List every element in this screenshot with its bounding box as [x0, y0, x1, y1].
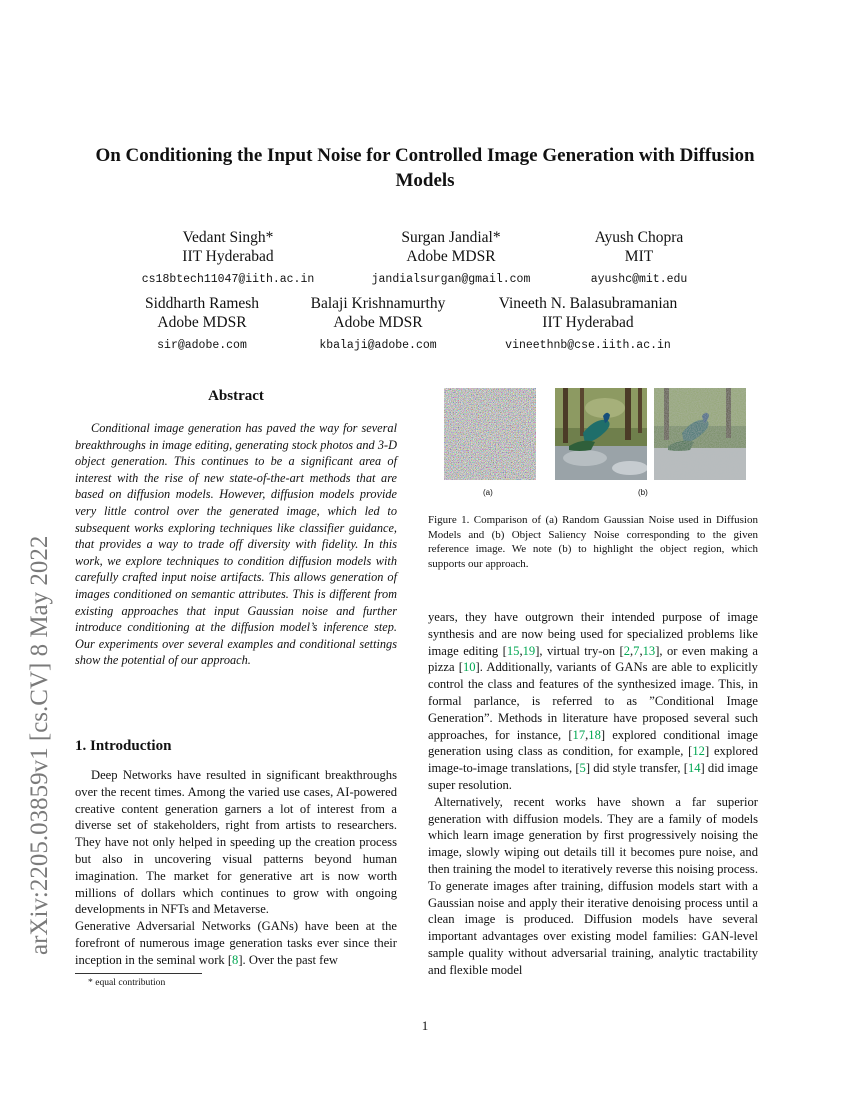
citation-link[interactable]: 12: [692, 744, 705, 759]
author-block: [574, 228, 704, 289]
author-block: [298, 294, 458, 355]
citation-link[interactable]: 18: [588, 727, 601, 742]
footnote: * equal contribution: [88, 977, 166, 988]
author-affiliation: IIT Hyderabad: [542, 314, 634, 331]
citation-link[interactable]: 8: [232, 952, 239, 967]
author-affiliation: Adobe MDSR: [333, 314, 423, 331]
author-email: kbalaji@adobe.com: [319, 339, 437, 352]
abstract-heading: Abstract: [208, 388, 264, 404]
citation-link[interactable]: 2: [623, 643, 631, 658]
citation-link[interactable]: 13: [642, 643, 656, 658]
abstract-text: Conditional image generation has paved the way for several breakthroughs in image editing, generating stock photos and 3-D object generation. This continues to be a significant area of interest with the rise of new state-of-the-art methods that are based on diffusion models. However, diffusion models provide very little control over the generated image, which led to subsequent works exploring techniques like classifier guidance, that provides a way to trade off diversity with fidelity. In this work, we explore techniques to condition diffusion models with carefully crafted input noise artifacts. This allows generation of images conditioned on semantic attributes. This is different from existing approaches that input Gaussian noise and further introduce conditioning at the diffusion model’s inference step. Our experiments over several examples and conditional settings show the potential of our approach.: [75, 421, 397, 668]
author-affiliation: Adobe MDSR: [157, 314, 247, 331]
object-saliency-noise-image: [654, 388, 746, 480]
citation-link[interactable]: 19: [522, 643, 536, 658]
citation-link[interactable]: 7: [633, 643, 640, 658]
abstract-body: [75, 420, 397, 669]
citation-link[interactable]: 14: [687, 761, 701, 776]
author-email: jandialsurgan@gmail.com: [371, 273, 531, 286]
author-affiliation: Adobe MDSR: [406, 248, 496, 265]
author-affiliation: MIT: [624, 248, 654, 265]
author-block: [340, 228, 562, 289]
author-block: [483, 294, 693, 355]
right-paragraph-1: years, they have outgrown their intended purpose of image synthesis and are now being used for specialized problems like image editing [15,19], virtual try-on [2,7,13], or even making a pizza [10]. Additionally, variants of GANs are able to explicitly control the class and features of the synthesized image. This, in formal parlance, is referred to as ”Conditional Image Generation”. Methods in literature have proposed several such approaches, for instance, [17,18] explored conditional image generation using class as condition, for example, [12] explored image-to-image translations, [5] did style transfer, [14] did image super resolution.: [428, 610, 758, 792]
author-email: sir@adobe.com: [157, 339, 247, 352]
right-column-body: [428, 609, 758, 979]
citation-link[interactable]: 17: [572, 727, 586, 742]
figure-label-a: (a): [483, 488, 493, 497]
figure-label-b: (b): [638, 488, 648, 497]
author-block: [127, 294, 277, 355]
author-name: Vedant Singh*: [182, 229, 274, 246]
citation-link[interactable]: 15: [506, 643, 520, 658]
intro-paragraph-1: Deep Networks have resulted in significant breakthroughs over the recent times. Among the varied use cases, AI-powered creative content generation garners a lot of interest from a diverse set of stakeholders, right from artists to researchers. They have not only helped in speeding up the creation process but also in uncovering visual patterns beyond human imagination. The market for generative art is now worth millions of dollars which continues to grow with ongoing developments in NFTs and Metaverse.: [75, 768, 397, 917]
intro-heading: 1. Introduction: [75, 738, 172, 754]
citation-link[interactable]: 10: [462, 660, 476, 675]
intro-paragraph-2: Generative Adversarial Networks (GANs) have been at the forefront of numerous image generation tasks ever since their inception in the seminal work [8]. Over the past few: [75, 919, 397, 967]
author-name: Vineeth N. Balasubramanian: [498, 295, 678, 312]
right-paragraph-2: Alternatively, recent works have shown a far superior generation with diffusion models. They are a family of models which learn image generation by first progressively noising the image, slowly wiping out details till it becomes pure noise, and then training the model to iteratively reverse this noising process. To generate images after training, diffusion models start with a Gaussian noise and apply their iterative denoising process until a clean image is produced. Diffusion models have several important advantages over existing model families: GAN-level sample quality without adversarial training, analytic tractability and flexible model: [428, 794, 758, 977]
author-email: cs18btech11047@iith.ac.in: [141, 273, 315, 286]
author-name: Balaji Krishnamurthy: [310, 295, 446, 312]
author-block: [128, 228, 328, 289]
author-name: Surgan Jandial*: [401, 229, 501, 246]
author-name: Siddharth Ramesh: [144, 295, 260, 312]
citation-link[interactable]: 5: [579, 761, 586, 776]
gaussian-noise-image: [444, 388, 536, 480]
author-email: ayushc@mit.edu: [590, 273, 688, 286]
author-name: Ayush Chopra: [594, 229, 684, 246]
author-affiliation: IIT Hyderabad: [182, 248, 274, 265]
author-email: vineethnb@cse.iith.ac.in: [505, 339, 671, 352]
intro-body: [75, 767, 397, 969]
footnote-rule: [75, 973, 202, 974]
page-number: 1: [421, 1018, 429, 1033]
peacock-reference-image: [555, 388, 647, 480]
figure-caption: Figure 1. Comparison of (a) Random Gaussian Noise used in Diffusion Models and (b) Object Saliency Noise corresponding to the given reference image. We note (b) to highlight the object region, which supports our approach.: [428, 514, 758, 570]
arxiv-sidebar-label: arXiv:2205.03859v1 [cs.CV] 8 May 2022: [26, 535, 53, 955]
paper-title: On Conditioning the Input Noise for Controlled Image Generation with Diffusion Models: [95, 145, 755, 191]
